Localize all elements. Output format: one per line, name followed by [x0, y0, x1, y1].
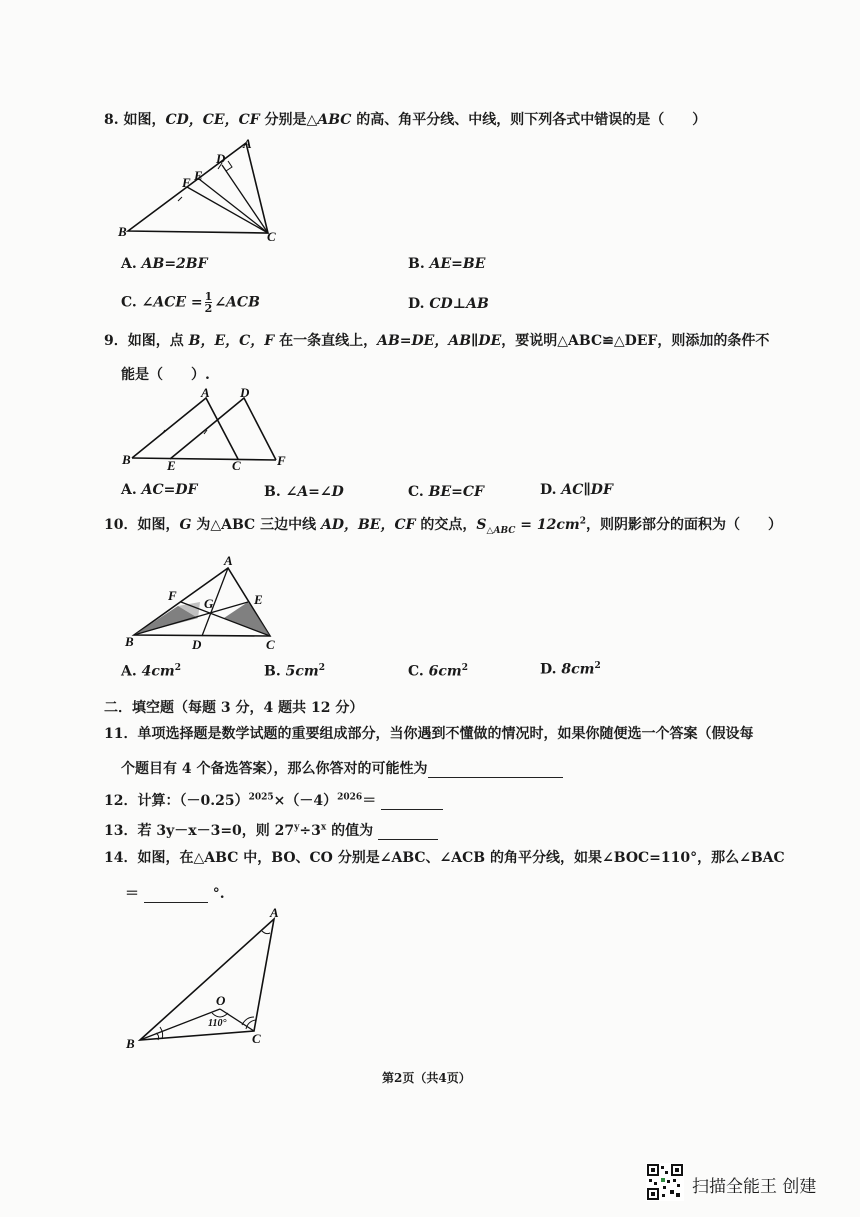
- q14-answer-blank[interactable]: [144, 886, 208, 903]
- q12-answer-blank[interactable]: [381, 793, 443, 810]
- q10-stem: 10．如图，G 为△ABC 三边中线 AD，BE，CF 的交点，$S_{\triangle ABC} = 12cm^2$，则阴影部分的面积为（ ）: [104, 516, 782, 536]
- q9-stem-line2: 能是（ ）.: [121, 367, 210, 383]
- q8-label-D: D: [216, 151, 226, 166]
- q8-label-B: B: [118, 224, 127, 239]
- watermark-text: 扫描全能王 创建: [692, 1177, 817, 1197]
- q9-label-C: C: [232, 458, 241, 473]
- q10-triangle-diagram: [122, 552, 292, 657]
- q10-label-C: C: [266, 637, 275, 652]
- q9-label-D: D: [240, 385, 250, 400]
- q9-label-F: F: [277, 453, 286, 468]
- q9-label-E: E: [167, 458, 176, 473]
- q10-option-a: A. $4cm^2$: [121, 663, 181, 680]
- q14-label-B: B: [126, 1036, 135, 1051]
- q10-label-E: E: [254, 592, 263, 607]
- page-number: 第2页（共4页）: [382, 1071, 471, 1085]
- q13-answer-blank[interactable]: [378, 823, 438, 840]
- q9-option-c: C. BE=CF: [408, 484, 484, 500]
- q14-line1: 14．如图，在△ABC 中，BO、CO 分别是∠ABC、∠ACB 的角平分线，如果∠BOC=110°，那么∠BAC: [104, 850, 785, 866]
- q11-line1: 11．单项选择题是数学试题的重要组成部分，当你遇到不懂做的情况时，如果你随便选一个答案（假设每: [104, 726, 754, 742]
- q10-label-F: F: [168, 588, 177, 603]
- q9-option-d: D. AC∥DF: [540, 482, 613, 498]
- q14-label-C: C: [252, 1031, 261, 1046]
- q11-line2: 个题目有 4 个备选答案），那么你答对的可能性为: [121, 758, 563, 778]
- q10-option-b: B. $5cm^2$: [264, 663, 325, 680]
- q14-label-O: O: [216, 993, 226, 1008]
- q9-label-A: A: [201, 385, 210, 400]
- q10-option-c: C. $6cm^2$: [408, 663, 469, 680]
- q12: 12．计算：$(-0.25)^{2025}\times(-4)^{2026}=$: [104, 790, 443, 810]
- q14-triangle-diagram: [122, 905, 292, 1055]
- q8-label-A: A: [243, 136, 252, 151]
- q9-stem-line1: 9．如图，点 B，E，C，F 在一条直线上，AB=DE，AB∥DE，要说明△ABC≌△DEF，则添加的条件不: [104, 333, 770, 349]
- q8-label-F: F: [182, 175, 191, 190]
- q10-label-D: D: [192, 637, 202, 652]
- q8-label-E: E: [194, 168, 203, 183]
- q10-label-A: A: [224, 553, 233, 568]
- q8-option-b: B. AE=BE: [408, 256, 486, 272]
- q13: 13．若 3y－x－3=0，则 $27^y\div 3^x$ 的值为: [104, 820, 438, 840]
- q9-triangles-diagram: [118, 386, 298, 476]
- q8-option-c: C. ∠ACE = $\frac{1}{2}$ ∠ACB: [121, 290, 260, 315]
- q9-label-B: B: [122, 452, 131, 467]
- q14-angle-label: 110°: [208, 1018, 227, 1029]
- q8-option-d: D. CD⊥AB: [408, 296, 489, 312]
- q10-label-G: G: [204, 596, 214, 611]
- q11-answer-blank[interactable]: [428, 761, 563, 778]
- q8-option-a: A. AB=2BF: [121, 256, 208, 272]
- qr-code-icon: [646, 1163, 684, 1201]
- q14-line2: ＝ °.: [125, 886, 225, 902]
- q10-label-B: B: [125, 634, 134, 649]
- q9-option-a: A. AC=DF: [121, 482, 198, 498]
- q9-option-b: B. ∠A=∠D: [264, 484, 344, 500]
- q8-stem: 8. 如图，CD，CE，CF 分别是△ABC 的高、角平分线、中线，则下列各式中错误的是（ ）: [104, 112, 707, 128]
- q8-triangle-diagram: [116, 135, 296, 245]
- q8-label-C: C: [267, 229, 276, 244]
- q10-option-d: D. $8cm^2$: [540, 661, 601, 678]
- q14-label-A: A: [270, 905, 279, 920]
- section2-title: 二．填空题（每题 3 分，4 题共 12 分）: [104, 700, 364, 716]
